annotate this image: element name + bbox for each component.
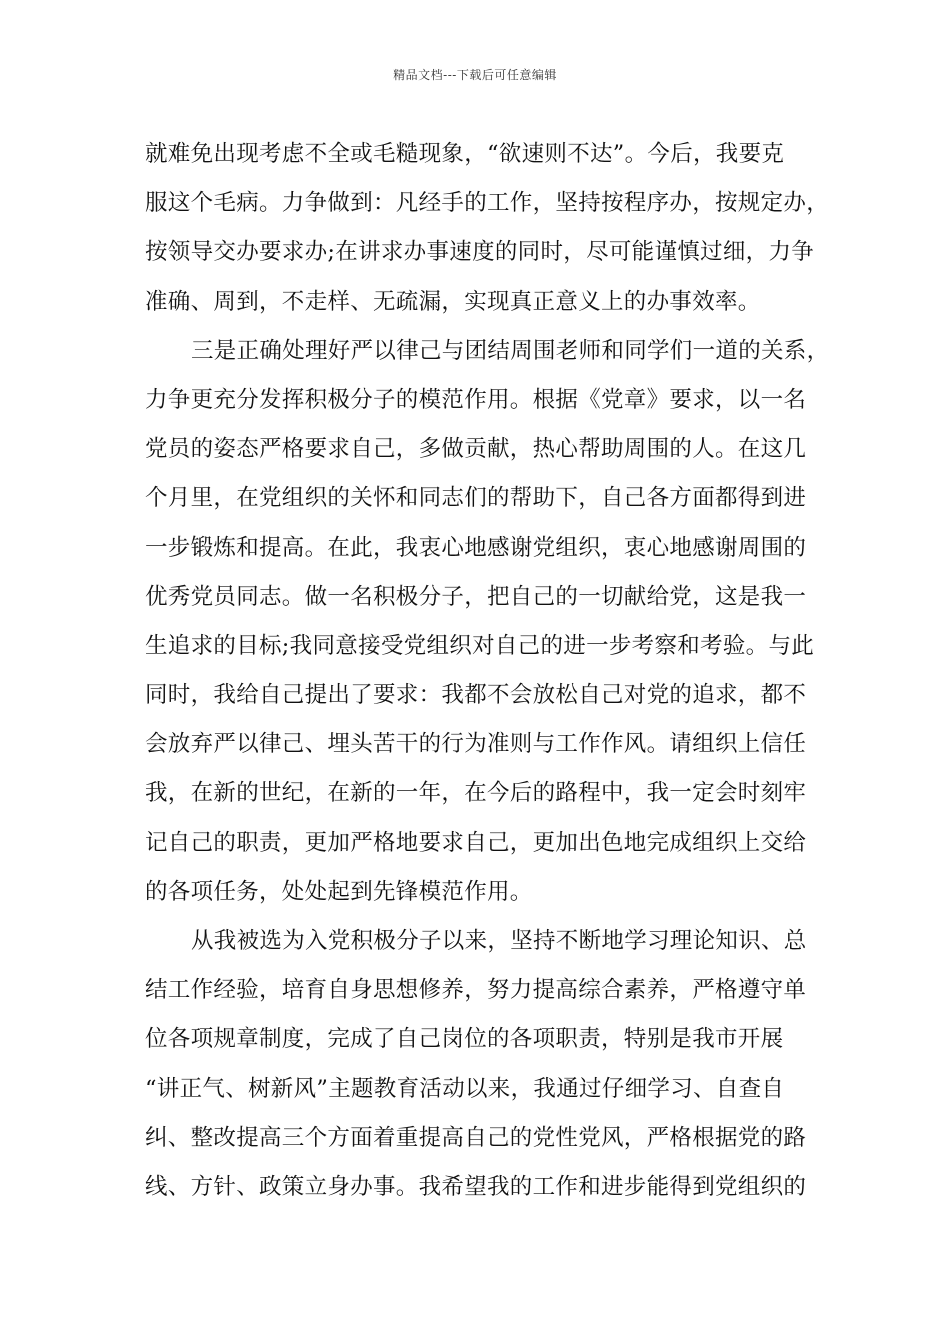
text-line: 准确、周到，不走样、无疏漏，实现真正意义上的办事效率。 [145,288,761,315]
text-line: 记自己的职责，更加严格地要求自己，更加出色地完成组织上交给 [145,829,807,856]
text-line: 优秀党员同志。做一名积极分子，把自己的一切献给党，这是我一 [145,583,807,610]
text-line: 的各项任务，处处起到先锋模范作用。 [145,878,533,905]
text-line: 就难免出现考虑不全或毛糙现象，“欲速则不达”。今后，我要克 [145,141,785,167]
text-line: 生追求的目标;我同意接受党组织对自己的进一步考察和考验。与此 [145,632,815,659]
text-line: 同时，我给自己提出了要求：我都不会放松自己对党的追求，都不 [145,682,807,709]
text-line: 纠、整改提高三个方面着重提高自己的党性党风，严格根据党的路 [145,1124,807,1151]
text-line: 会放弃严以律己、埋头苦干的行为准则与工作作风。请组织上信任 [145,731,807,758]
paragraph-start-line: 从我被选为入党积极分子以来，坚持不断地学习理论知识、总 [191,928,807,954]
text-line: 我，在新的世纪，在新的一年，在今后的路程中，我一定会时刻牢 [145,780,807,807]
text-line: 个月里，在党组织的关怀和同志们的帮助下，自己各方面都得到进 [145,485,807,512]
text-line: 线、方针、政策立身办事。我希望我的工作和进步能得到党组织的 [145,1173,807,1200]
document-body [145,130,830,1212]
text-line: 结工作经验，培育自身思想修养，努力提高综合素养，严格遵守单 [145,977,807,1004]
text-line: 位各项规章制度，完成了自己岗位的各项职责，特别是我市开展 [145,1026,784,1053]
text-line: 按领导交办要求办;在讲求办事速度的同时，尽可能谨慎过细，力争 [145,239,815,266]
text-line: 服这个毛病。力争做到：凡经手的工作，坚持按程序办，按规定办， [145,190,830,217]
text-line: 党员的姿态严格要求自己，多做贡献，热心帮助周围的人。在这几 [145,436,807,463]
paragraph-start-line: 三是正确处理好严以律己与团结周围老师和同学们一道的关系， [191,337,830,364]
text-line: 力争更充分发挥积极分子的模范作用。根据《党章》要求，以一名 [145,386,807,413]
text-line: “讲正气、树新风”主题教育活动以来，我通过仔细学习、自查自 [145,1075,785,1102]
text-line: 一步锻炼和提高。在此，我衷心地感谢党组织，衷心地感谢周围的 [145,534,807,561]
page-header: 精品文档---下载后可任意编辑 [393,68,557,82]
